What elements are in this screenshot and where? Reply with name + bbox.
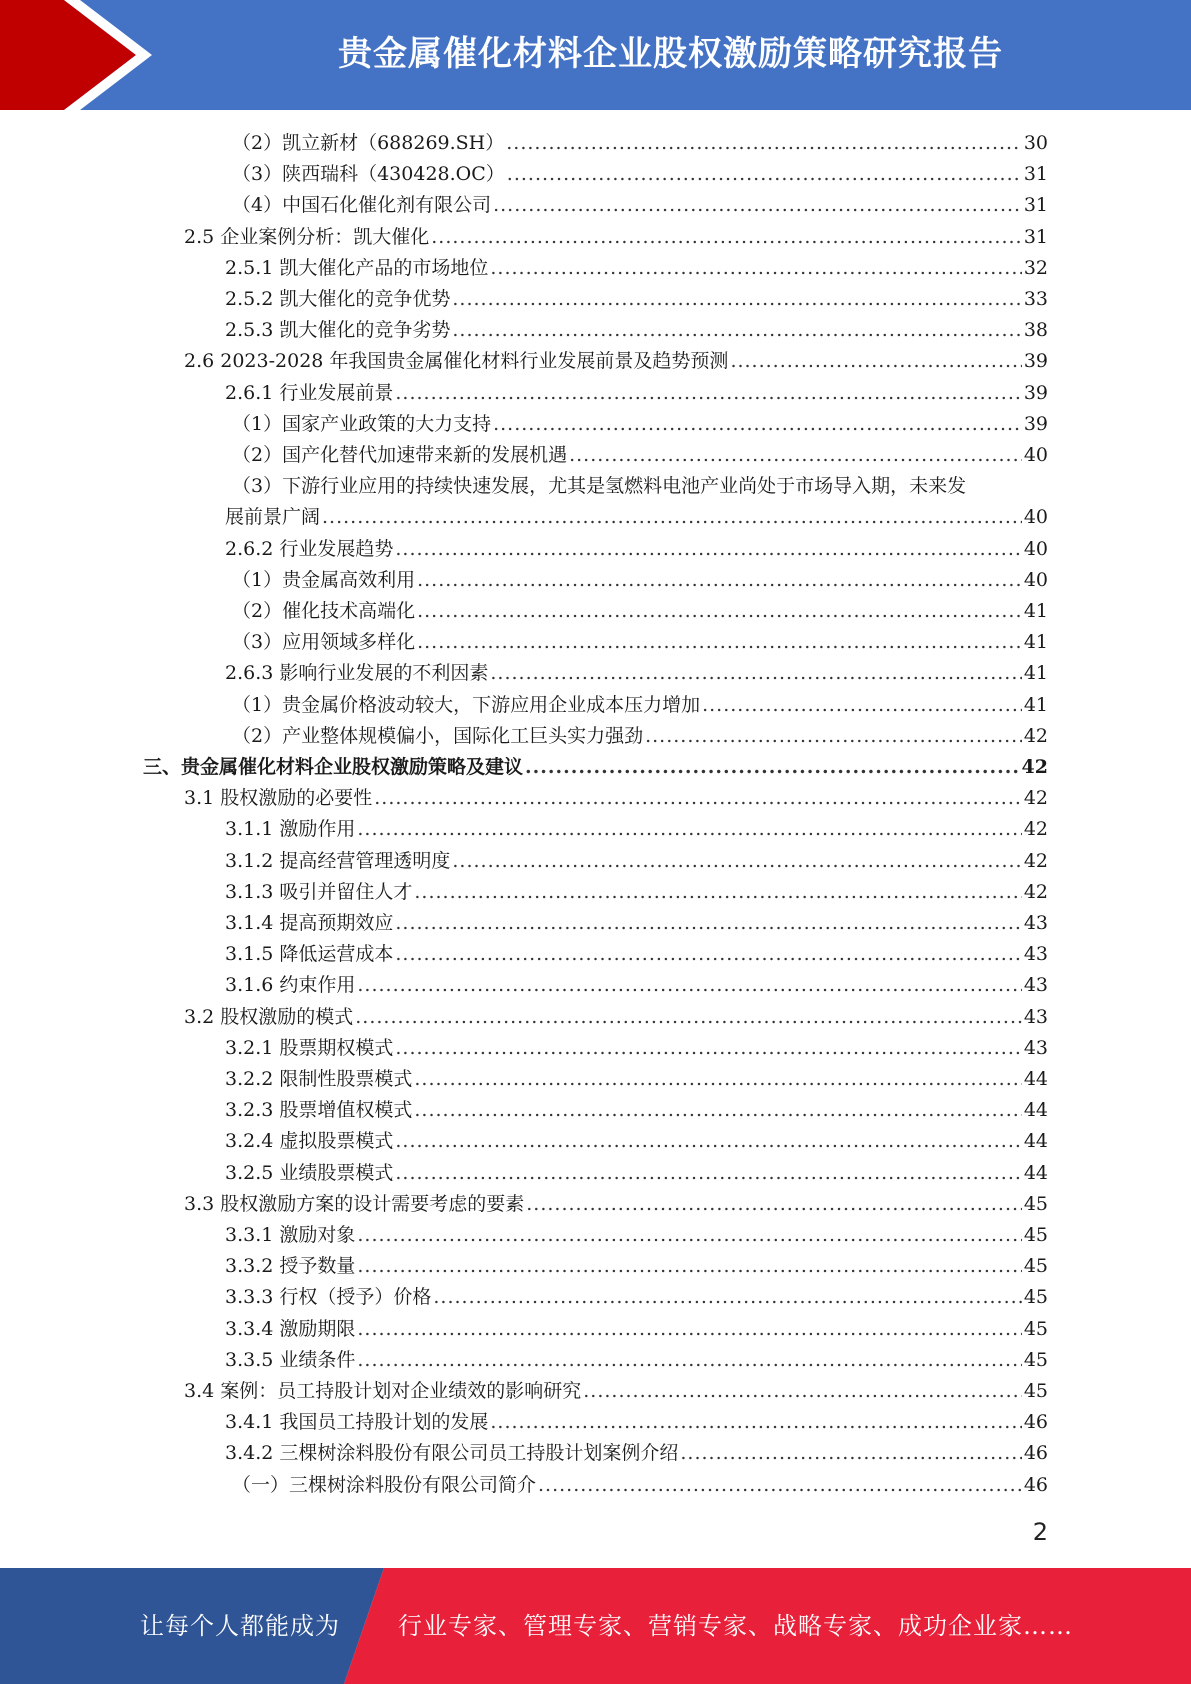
footer-slogan-right: 行业专家、管理专家、营销专家、战略专家、成功企业家…… (398, 1612, 1073, 1640)
toc-entry[interactable] (225, 1095, 1048, 1126)
toc-page-number: 45 (1023, 1192, 1048, 1215)
toc-page-number: 42 (1023, 880, 1048, 903)
toc-page-number: 43 (1023, 912, 1048, 934)
toc-page-number: 40 (1023, 568, 1048, 591)
footer-banner (0, 1568, 1191, 1684)
toc-page-number: 46 (1023, 1442, 1048, 1465)
toc-dot-leader (452, 315, 1021, 346)
toc-entry-label: 3.2.3 股票增值权模式 (225, 1099, 413, 1122)
toc-dot-leader (357, 814, 1021, 845)
toc-page-number: 38 (1023, 319, 1048, 342)
toc-dot-leader (357, 1220, 1021, 1251)
toc-entry-label: 3.4.1 我国员工持股计划的发展 (225, 1411, 489, 1434)
toc-dot-leader (452, 846, 1021, 877)
toc-page-number: 41 (1023, 600, 1048, 622)
toc-page-number: 39 (1023, 350, 1048, 373)
toc-page-number: 42 (1023, 724, 1048, 747)
toc-entry-label: 3.1.3 吸引并留住人才 (225, 880, 413, 903)
toc-page-number: 30 (1023, 132, 1048, 154)
toc-dot-leader (417, 565, 1022, 596)
toc-entry[interactable] (225, 846, 1048, 877)
toc-entry[interactable] (225, 315, 1048, 346)
toc-dot-leader (357, 1345, 1021, 1376)
toc-dot-leader (414, 1095, 1021, 1126)
toc-entry-label: （2）凯立新材（688269.SH） (232, 132, 505, 154)
toc-dot-leader (490, 658, 1021, 689)
toc-entry-label: （1）国家产业政策的大力支持 (232, 412, 492, 435)
toc-dot-leader (395, 378, 1021, 409)
toc-entry-label: （2）产业整体规模偏小，国际化工巨头实力强劲 (232, 724, 644, 747)
toc-entry[interactable] (184, 1002, 1048, 1033)
toc-page-number: 42 (1023, 849, 1048, 872)
toc-entry[interactable] (143, 752, 1048, 783)
toc-entry[interactable] (184, 222, 1048, 253)
toc-dot-leader (433, 1282, 1021, 1313)
toc-entry[interactable] (232, 627, 1048, 658)
toc-dot-leader (493, 190, 1022, 221)
toc-dot-leader (374, 783, 1022, 814)
toc-entry[interactable] (232, 721, 1048, 752)
toc-entry-label: 展前景广阔 (225, 506, 321, 529)
toc-entry-label: （3）陕西瑞科（430428.OC） (232, 163, 505, 186)
toc-page-number: 42 (1021, 756, 1048, 778)
toc-entry[interactable] (232, 128, 1048, 159)
toc-entry-label: 2.5.1 凯大催化产品的市场地位 (225, 256, 489, 279)
toc-entry-label: （4）中国石化催化剂有限公司 (232, 194, 492, 217)
toc-entry-label: 3.3.4 激励期限 (225, 1317, 356, 1340)
toc-page-number: 42 (1023, 818, 1048, 841)
toc-dot-leader (645, 721, 1022, 752)
toc-entry-label: 3.2.1 股票期权模式 (225, 1036, 394, 1059)
toc-page-number: 39 (1023, 412, 1048, 435)
toc-entry[interactable] (232, 440, 1048, 471)
toc-entry[interactable] (225, 939, 1048, 970)
toc-dot-leader (322, 502, 1022, 533)
toc-page-number: 33 (1023, 288, 1048, 310)
toc-dot-leader (395, 908, 1021, 939)
toc-entry-label: 3.3.1 激励对象 (225, 1224, 356, 1246)
toc-entry-label: 3.2 股权激励的模式 (184, 1005, 354, 1028)
toc-entry-label: （3）应用领域多样化 (232, 631, 416, 654)
toc-page-number: 40 (1023, 506, 1048, 529)
toc-page-number: 41 (1023, 631, 1048, 654)
toc-dot-leader (417, 596, 1022, 627)
toc-entry[interactable] (225, 1314, 1048, 1345)
toc-page-number: 44 (1023, 1161, 1048, 1184)
toc-entry[interactable] (225, 1345, 1048, 1376)
toc-entry-label: 2.6.1 行业发展前景 (225, 381, 394, 404)
toc-entry-label: 3.1.4 提高预期效应 (225, 912, 394, 934)
toc-entry[interactable] (184, 1376, 1048, 1407)
toc-dot-leader (493, 409, 1022, 440)
toc-entry-label: 3.1.2 提高经营管理透明度 (225, 849, 451, 872)
toc-entry-label: 2.6.2 行业发展趋势 (225, 537, 394, 560)
toc-entry-label: 3.1 股权激励的必要性 (184, 787, 373, 810)
toc-dot-leader (395, 1158, 1021, 1189)
toc-entry[interactable] (232, 690, 1048, 721)
toc-entry-label: 三、贵金属催化材料企业股权激励策略及建议 (143, 756, 524, 778)
toc-entry[interactable] (225, 284, 1048, 315)
toc-dot-leader (730, 346, 1021, 377)
toc-entry-label: 3.3 股权激励方案的设计需要考虑的要素 (184, 1192, 525, 1215)
toc-page-number: 31 (1023, 163, 1048, 186)
toc-entry[interactable] (184, 1189, 1048, 1220)
toc-dot-leader (538, 1470, 1022, 1501)
toc-entry-label: 3.3.5 业绩条件 (225, 1348, 356, 1371)
toc-page-number: 44 (1023, 1130, 1048, 1153)
toc-dot-leader (355, 1002, 1022, 1033)
toc-dot-leader (507, 159, 1022, 190)
toc-page-number: 32 (1023, 256, 1048, 279)
toc-dot-leader (357, 970, 1021, 1001)
toc-page-number: 41 (1023, 693, 1048, 716)
toc-entry[interactable] (225, 1064, 1048, 1095)
toc-page-number: 46 (1023, 1411, 1048, 1434)
toc-page-number: 45 (1023, 1286, 1048, 1309)
toc-entry-label: （1）贵金属高效利用 (232, 568, 416, 591)
toc-entry-label: 3.4.2 三棵树涂料股份有限公司员工持股计划案例介绍 (225, 1442, 679, 1465)
toc-page-number: 44 (1023, 1099, 1048, 1122)
toc-dot-leader (506, 128, 1022, 159)
toc-entry-label: 2.6 2023-2028 年我国贵金属催化材料行业发展前景及趋势预测 (184, 350, 729, 373)
toc-dot-leader (357, 1251, 1021, 1282)
toc-dot-leader (395, 939, 1021, 970)
toc-entry[interactable] (225, 658, 1048, 689)
toc-page-number: 46 (1023, 1473, 1048, 1496)
toc-page-number: 43 (1023, 943, 1048, 966)
toc-entry-label: 3.2.4 虚拟股票模式 (225, 1130, 394, 1153)
toc-entry-label: 2.5.2 凯大催化的竞争优势 (225, 288, 451, 310)
toc-page-number: 45 (1023, 1317, 1048, 1340)
toc-entry[interactable] (225, 1158, 1048, 1189)
page-number: 2 (1032, 1518, 1048, 1546)
toc-entry-label: 3.3.2 授予数量 (225, 1255, 356, 1278)
toc-entry-label: 3.2.2 限制性股票模式 (225, 1068, 413, 1090)
toc-dot-leader (583, 1376, 1022, 1407)
toc-entry[interactable] (232, 190, 1048, 221)
footer-slogan-left: 让每个人都能成为 (140, 1612, 340, 1640)
toc-entry-label: 3.1.5 降低运营成本 (225, 943, 394, 966)
toc-page-number: 43 (1023, 1005, 1048, 1028)
toc-page-number: 44 (1023, 1068, 1048, 1090)
toc-page-number: 31 (1023, 225, 1048, 248)
toc-entry-label: 3.2.5 业绩股票模式 (225, 1161, 394, 1184)
toc-entry[interactable] (232, 596, 1048, 627)
toc-entry[interactable] (225, 970, 1048, 1001)
toc-entry[interactable] (225, 1407, 1048, 1438)
toc-dot-leader (526, 1189, 1022, 1220)
toc-entry-label: 2.5 企业案例分析：凯大催化 (184, 225, 430, 248)
toc-page-number: 40 (1023, 537, 1048, 560)
toc-entry[interactable] (225, 1033, 1048, 1064)
toc-entry-label: 3.4 案例：员工持股计划对企业绩效的影响研究 (184, 1380, 582, 1402)
toc-entry[interactable] (225, 378, 1048, 409)
toc-entry-label: 2.6.3 影响行业发展的不利因素 (225, 662, 489, 685)
toc-page-number: 31 (1023, 194, 1048, 217)
toc-page-number: 39 (1023, 381, 1048, 404)
toc-entry-label: （1）贵金属价格波动较大，下游应用企业成本压力增加 (232, 693, 701, 716)
toc-entry[interactable] (232, 565, 1048, 596)
toc-dot-leader (414, 1064, 1021, 1095)
report-header (0, 0, 1191, 110)
toc-dot-leader (569, 440, 1022, 471)
toc-page-number: 43 (1023, 974, 1048, 997)
toc-entry[interactable] (225, 814, 1048, 845)
toc-entry[interactable] (232, 159, 1048, 190)
toc-entry[interactable] (225, 253, 1048, 284)
toc-entry-label: （2）国产化替代加速带来新的发展机遇 (232, 444, 568, 466)
toc-page-number: 42 (1023, 787, 1048, 810)
toc-entry-label: （一）三棵树涂料股份有限公司简介 (232, 1473, 537, 1496)
toc-dot-leader (395, 1126, 1021, 1157)
toc-entry[interactable] (225, 877, 1048, 908)
toc-page-number: 45 (1023, 1348, 1048, 1371)
toc-dot-leader (357, 1314, 1021, 1345)
toc-entry-label: 3.1.6 约束作用 (225, 974, 356, 997)
toc-dot-leader (680, 1438, 1021, 1469)
toc-entry-label: 3.1.1 激励作用 (225, 818, 356, 841)
toc-dot-leader (431, 222, 1022, 253)
toc-entry-label: （2）催化技术高端化 (232, 600, 416, 622)
toc-page-number: 45 (1023, 1255, 1048, 1278)
toc-entry-label: 2.5.3 凯大催化的竞争劣势 (225, 319, 451, 342)
toc-entry[interactable] (225, 1438, 1048, 1469)
toc-dot-leader (525, 752, 1020, 783)
toc-entry[interactable] (232, 1470, 1048, 1501)
toc-entry-line[interactable]: （3）下游行业应用的持续快速发展，尤其是氢燃料电池产业尚处于市场导入期，未来发 (232, 475, 967, 498)
toc-entry[interactable] (225, 1220, 1048, 1251)
toc-entry[interactable] (184, 346, 1048, 377)
report-title: 贵金属催化材料企业股权激励策略研究报告 (338, 34, 1003, 74)
toc-entry[interactable] (225, 1282, 1048, 1313)
toc-dot-leader (490, 1407, 1021, 1438)
toc-dot-leader (702, 690, 1022, 721)
toc-dot-leader (395, 1033, 1021, 1064)
toc-dot-leader (395, 534, 1021, 565)
toc-dot-leader (490, 253, 1021, 284)
toc-entry[interactable] (225, 908, 1048, 939)
toc-entry[interactable] (232, 409, 1048, 440)
toc-entry[interactable] (225, 502, 1048, 533)
toc-dot-leader (417, 627, 1022, 658)
toc-entry[interactable] (225, 1126, 1048, 1157)
toc-dot-leader (452, 284, 1021, 315)
toc-entry-label: 3.3.3 行权（授予）价格 (225, 1286, 432, 1309)
toc-dot-leader (414, 877, 1021, 908)
toc-entry[interactable] (225, 534, 1048, 565)
toc-entry[interactable] (225, 1251, 1048, 1282)
toc-page-number: 40 (1023, 444, 1048, 466)
toc-entry[interactable] (184, 783, 1048, 814)
toc-page-number: 45 (1023, 1224, 1048, 1246)
toc-page-number: 41 (1023, 662, 1048, 685)
toc-page-number: 43 (1023, 1036, 1048, 1059)
toc-page-number: 45 (1023, 1380, 1048, 1402)
